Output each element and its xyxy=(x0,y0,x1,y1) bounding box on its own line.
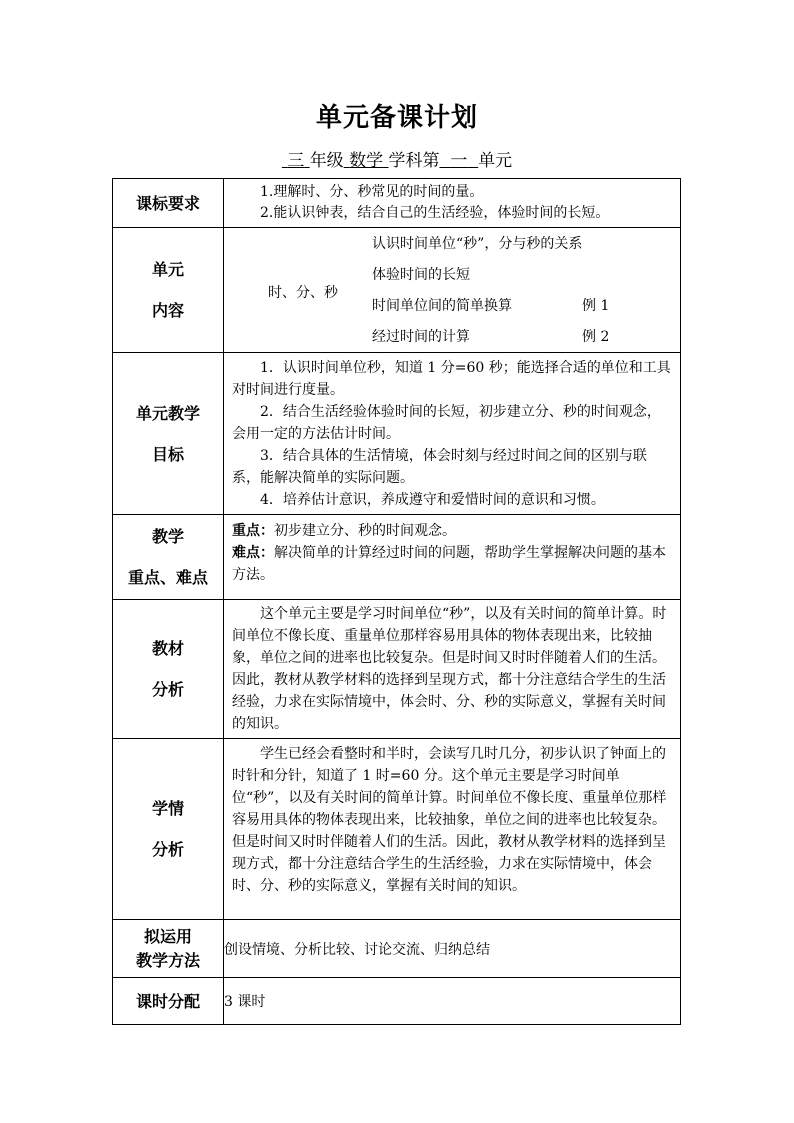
unit-suffix: 单元 xyxy=(478,151,513,171)
key-point: 重点：初步建立分、秒的时间观念。 xyxy=(232,523,456,539)
methods-cell: 创设情境、分析比较、讨论交流、归纳总结 xyxy=(224,920,681,978)
material-text: 这个单元主要是学习时间单位“秒”，以及有关时间的简单计算。时间单位不像长度、重量单位那样容易用具体的物体表现出来，比较抽象，单位之间的进率也比较复杂。但是时间又时时伴随着人们的生活。因此，教材从教学材料的选择到呈现方式，都十分注意结合学生的生活经验，力求在实际情境中，体会时、分、秒的实际意义，掌握有关时间的知识。 xyxy=(232,606,667,732)
subject-suffix: 学科第 xyxy=(388,151,440,171)
goal-4: 4．培养估计意识，养成遵守和爱惜时间的意识和习惯。 xyxy=(260,492,605,508)
methods-label: 拟运用 教学方法 xyxy=(113,920,224,978)
row-standards xyxy=(113,179,681,228)
row-goals xyxy=(113,353,681,515)
material-label: 教材 分析 xyxy=(113,600,224,739)
unit-content-cell xyxy=(224,228,681,353)
students-cell xyxy=(224,739,681,920)
goal-3: 3．结合具体的生活情境，体会时刻与经过时间之间的区别与联系，能解决简单的实际问题。 xyxy=(232,448,647,486)
page-title: 单元备课计划 xyxy=(315,103,478,133)
row-material xyxy=(113,600,681,739)
key-points-cell xyxy=(224,515,681,600)
material-cell xyxy=(224,600,681,739)
row-key-points xyxy=(113,515,681,600)
subject-value: 数学 xyxy=(349,151,384,171)
hard-point: 难点：解决简单的计算经过时间的问题，帮助学生掌握解决问题的基本方法。 xyxy=(232,545,666,583)
goal-2: 2．结合生活经验体验时间的长短，初步建立分、秒的时间观念，会用一定的方法估计时间。 xyxy=(232,404,661,442)
standards-cell xyxy=(224,179,681,228)
goal-1: 1．认识时间单位秒，知道 1 分=60 秒；能选择合适的单位和工具对时间进行度量。 xyxy=(232,360,671,398)
unit-item-3: 时间单位间的简单换算 xyxy=(372,298,512,314)
students-text: 学生已经会看整时和半时，会读写几时几分，初步认识了钟面上的时针和分针，知道了 1 时=60 分。这个单元主要是学习时间单位“秒”，以及有关时间的简单计算。时间单位不像长度、重量单位那样容易用具体的物体表现出来，比较抽象，单位之间的进率也比较复杂。但是时间又时时伴随着人们的生活。因此，教材从教学材料的选择到呈现方式，都十分注意结合学生的生活经验，力求在实际情境中，体会时、分、秒的实际意义，掌握有关时间的知识。 xyxy=(232,746,667,894)
unit-item-3-example: 例 1 xyxy=(582,298,610,314)
row-hours xyxy=(113,978,681,1025)
unit-item-1: 认识时间单位“秒”，分与秒的关系 xyxy=(372,236,583,252)
row-students xyxy=(113,739,681,920)
grade-value: 三 xyxy=(287,151,305,171)
hours-label: 课时分配 xyxy=(113,978,224,1025)
plan-table xyxy=(112,178,681,1025)
unit-topic: 时、分、秒 xyxy=(268,285,338,301)
standards-line-2: 2.能认识钟表，结合自己的生活经验，体验时间的长短。 xyxy=(260,205,610,221)
standards-line-1: 1.理解时、分、秒常见的时间的量。 xyxy=(260,184,484,200)
standards-label: 课标要求 xyxy=(113,179,224,228)
grade-suffix: 年级 xyxy=(309,151,344,171)
students-label: 学情 分析 xyxy=(113,739,224,920)
unit-item-4-example: 例 2 xyxy=(582,329,610,345)
hours-cell: 3 课时 xyxy=(224,978,681,1025)
subtitle xyxy=(0,146,794,171)
goals-cell xyxy=(224,353,681,515)
unit-content-label: 单元 内容 xyxy=(113,228,224,353)
key-points-label: 教学 重点、难点 xyxy=(113,515,224,600)
unit-item-4: 经过时间的计算 xyxy=(372,329,470,345)
row-unit-content xyxy=(113,228,681,353)
goals-label: 单元教学 目标 xyxy=(113,353,224,515)
unit-item-2: 体验时间的长短 xyxy=(372,267,470,283)
unit-number: 一 xyxy=(450,151,468,171)
row-methods xyxy=(113,920,681,978)
